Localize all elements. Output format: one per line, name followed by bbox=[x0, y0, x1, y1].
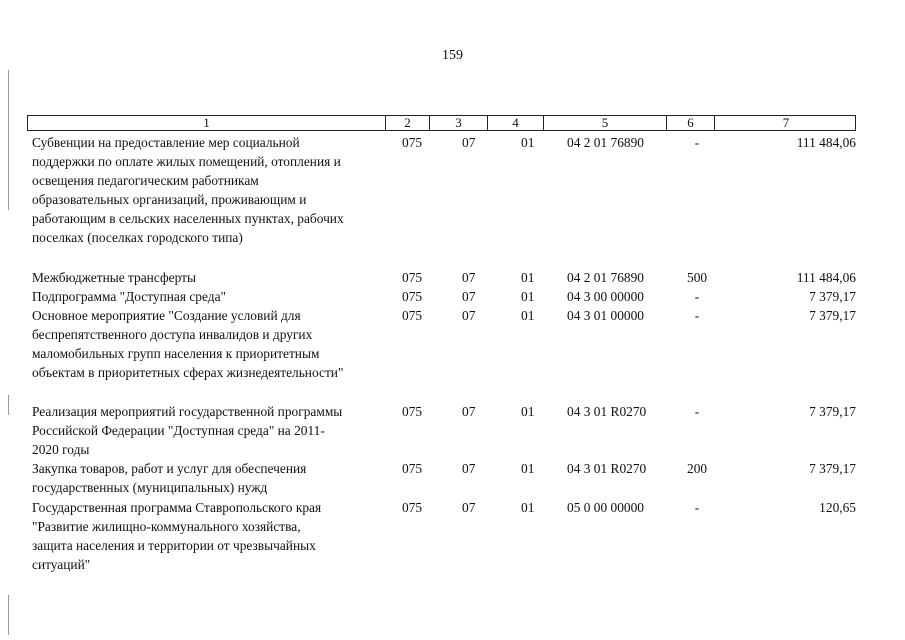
row-name-line: Межбюджетные трансферты bbox=[32, 270, 196, 285]
page-number: 159 bbox=[442, 48, 463, 63]
code-gr-cell: 075 bbox=[402, 500, 423, 515]
code-vr-cell: 200 bbox=[687, 461, 708, 476]
code-rz-cell: 07 bbox=[462, 404, 476, 419]
amount-cell: 7 379,17 bbox=[809, 404, 856, 419]
code-csr-cell: 05 0 00 00000 bbox=[567, 500, 644, 515]
code-pr-cell: 01 bbox=[521, 500, 535, 515]
code-gr-cell: 075 bbox=[402, 308, 423, 323]
code-gr-cell: 075 bbox=[402, 135, 423, 150]
code-rz-cell: 07 bbox=[462, 308, 476, 323]
code-pr-cell: 01 bbox=[521, 270, 535, 285]
row-name-line: ситуаций" bbox=[32, 557, 91, 572]
row-name bbox=[32, 306, 388, 382]
code-csr-cell: 04 2 01 76890 bbox=[567, 135, 644, 150]
code-rz-cell: 07 bbox=[462, 135, 476, 150]
scan-margin-mark bbox=[8, 70, 9, 210]
code-pr-cell: 01 bbox=[521, 404, 535, 419]
row-name bbox=[32, 268, 388, 287]
row-name-line: беспрепятственного доступа инвалидов и других bbox=[32, 327, 313, 342]
amount-cell: 7 379,17 bbox=[809, 308, 856, 323]
code-vr-cell: - bbox=[694, 500, 700, 515]
row-name-line: Субвенции на предоставление мер социальной bbox=[32, 135, 300, 150]
code-vr-cell: - bbox=[694, 289, 700, 304]
code-vr-cell: - bbox=[694, 308, 700, 323]
row-name-line: государственных (муниципальных) нужд bbox=[32, 480, 268, 495]
row-name bbox=[32, 402, 388, 459]
row-name-line: работающим в сельских населенных пунктах, рабочих bbox=[32, 211, 344, 226]
row-name-line: "Развитие жилищно-коммунального хозяйства, bbox=[32, 519, 301, 534]
code-csr-cell: 04 3 01 00000 bbox=[567, 308, 644, 323]
row-name-line: 2020 годы bbox=[32, 442, 90, 457]
table-header-row bbox=[27, 115, 856, 131]
row-name-line: Государственная программа Ставропольского края bbox=[32, 500, 322, 515]
code-gr-cell: 075 bbox=[402, 289, 423, 304]
code-vr-cell: - bbox=[694, 404, 700, 419]
column-header: 4 bbox=[487, 116, 543, 130]
code-pr-cell: 01 bbox=[521, 135, 535, 150]
row-name bbox=[32, 287, 388, 306]
code-rz-cell: 07 bbox=[462, 500, 476, 515]
code-pr-cell: 01 bbox=[521, 308, 535, 323]
amount-cell: 111 484,06 bbox=[796, 270, 856, 285]
column-header: 3 bbox=[429, 116, 487, 130]
code-vr-cell: - bbox=[694, 135, 700, 150]
column-header: 1 bbox=[203, 115, 210, 130]
row-name-line: объектам в приоритетных сферах жизнедеятельности" bbox=[32, 365, 344, 380]
code-csr-cell: 04 3 01 R0270 bbox=[567, 461, 647, 476]
code-csr-cell: 04 3 01 R0270 bbox=[567, 404, 647, 419]
row-name-line: Российской Федерации "Доступная среда" на 2011- bbox=[32, 423, 325, 438]
row-name-line: поселках (поселках городского типа) bbox=[32, 230, 243, 245]
code-rz-cell: 07 bbox=[462, 461, 476, 476]
code-pr-cell: 01 bbox=[521, 289, 535, 304]
column-header: 5 bbox=[543, 116, 666, 130]
code-pr-cell: 01 bbox=[521, 461, 535, 476]
amount-cell: 111 484,06 bbox=[796, 135, 856, 150]
code-csr-cell: 04 2 01 76890 bbox=[567, 270, 644, 285]
row-name bbox=[32, 498, 388, 574]
row-name bbox=[32, 459, 388, 497]
row-name-line: Реализация мероприятий государственной программы bbox=[32, 404, 343, 419]
row-name-line: защита населения и территории от чрезвычайных bbox=[32, 538, 316, 553]
amount-cell: 7 379,17 bbox=[809, 289, 856, 304]
column-header: 6 bbox=[666, 116, 714, 130]
row-name-line: Закупка товаров, работ и услуг для обеспечения bbox=[32, 461, 307, 476]
scan-margin-mark bbox=[8, 395, 9, 415]
code-rz-cell: 07 bbox=[462, 270, 476, 285]
row-name-line: образовательных организаций, проживающим и bbox=[32, 192, 307, 207]
row-name-line: маломобильных групп населения к приоритетным bbox=[32, 346, 320, 361]
code-gr-cell: 075 bbox=[402, 404, 423, 419]
code-gr-cell: 075 bbox=[402, 270, 423, 285]
scan-margin-mark bbox=[8, 595, 9, 635]
amount-cell: 7 379,17 bbox=[809, 461, 856, 476]
row-name bbox=[32, 133, 388, 247]
code-vr-cell: 500 bbox=[687, 270, 708, 285]
code-csr-cell: 04 3 00 00000 bbox=[567, 289, 644, 304]
code-rz-cell: 07 bbox=[462, 289, 476, 304]
row-name-line: Подпрограмма "Доступная среда" bbox=[32, 289, 226, 304]
column-header: 2 bbox=[385, 116, 429, 130]
amount-cell: 120,65 bbox=[819, 500, 856, 515]
code-gr-cell: 075 bbox=[402, 461, 423, 476]
row-name-line: поддержки по оплате жилых помещений, отопления и bbox=[32, 154, 341, 169]
column-header: 7 bbox=[714, 116, 857, 130]
row-name-line: освещения педагогическим работникам bbox=[32, 173, 259, 188]
row-name-line: Основное мероприятие "Создание условий для bbox=[32, 308, 301, 323]
